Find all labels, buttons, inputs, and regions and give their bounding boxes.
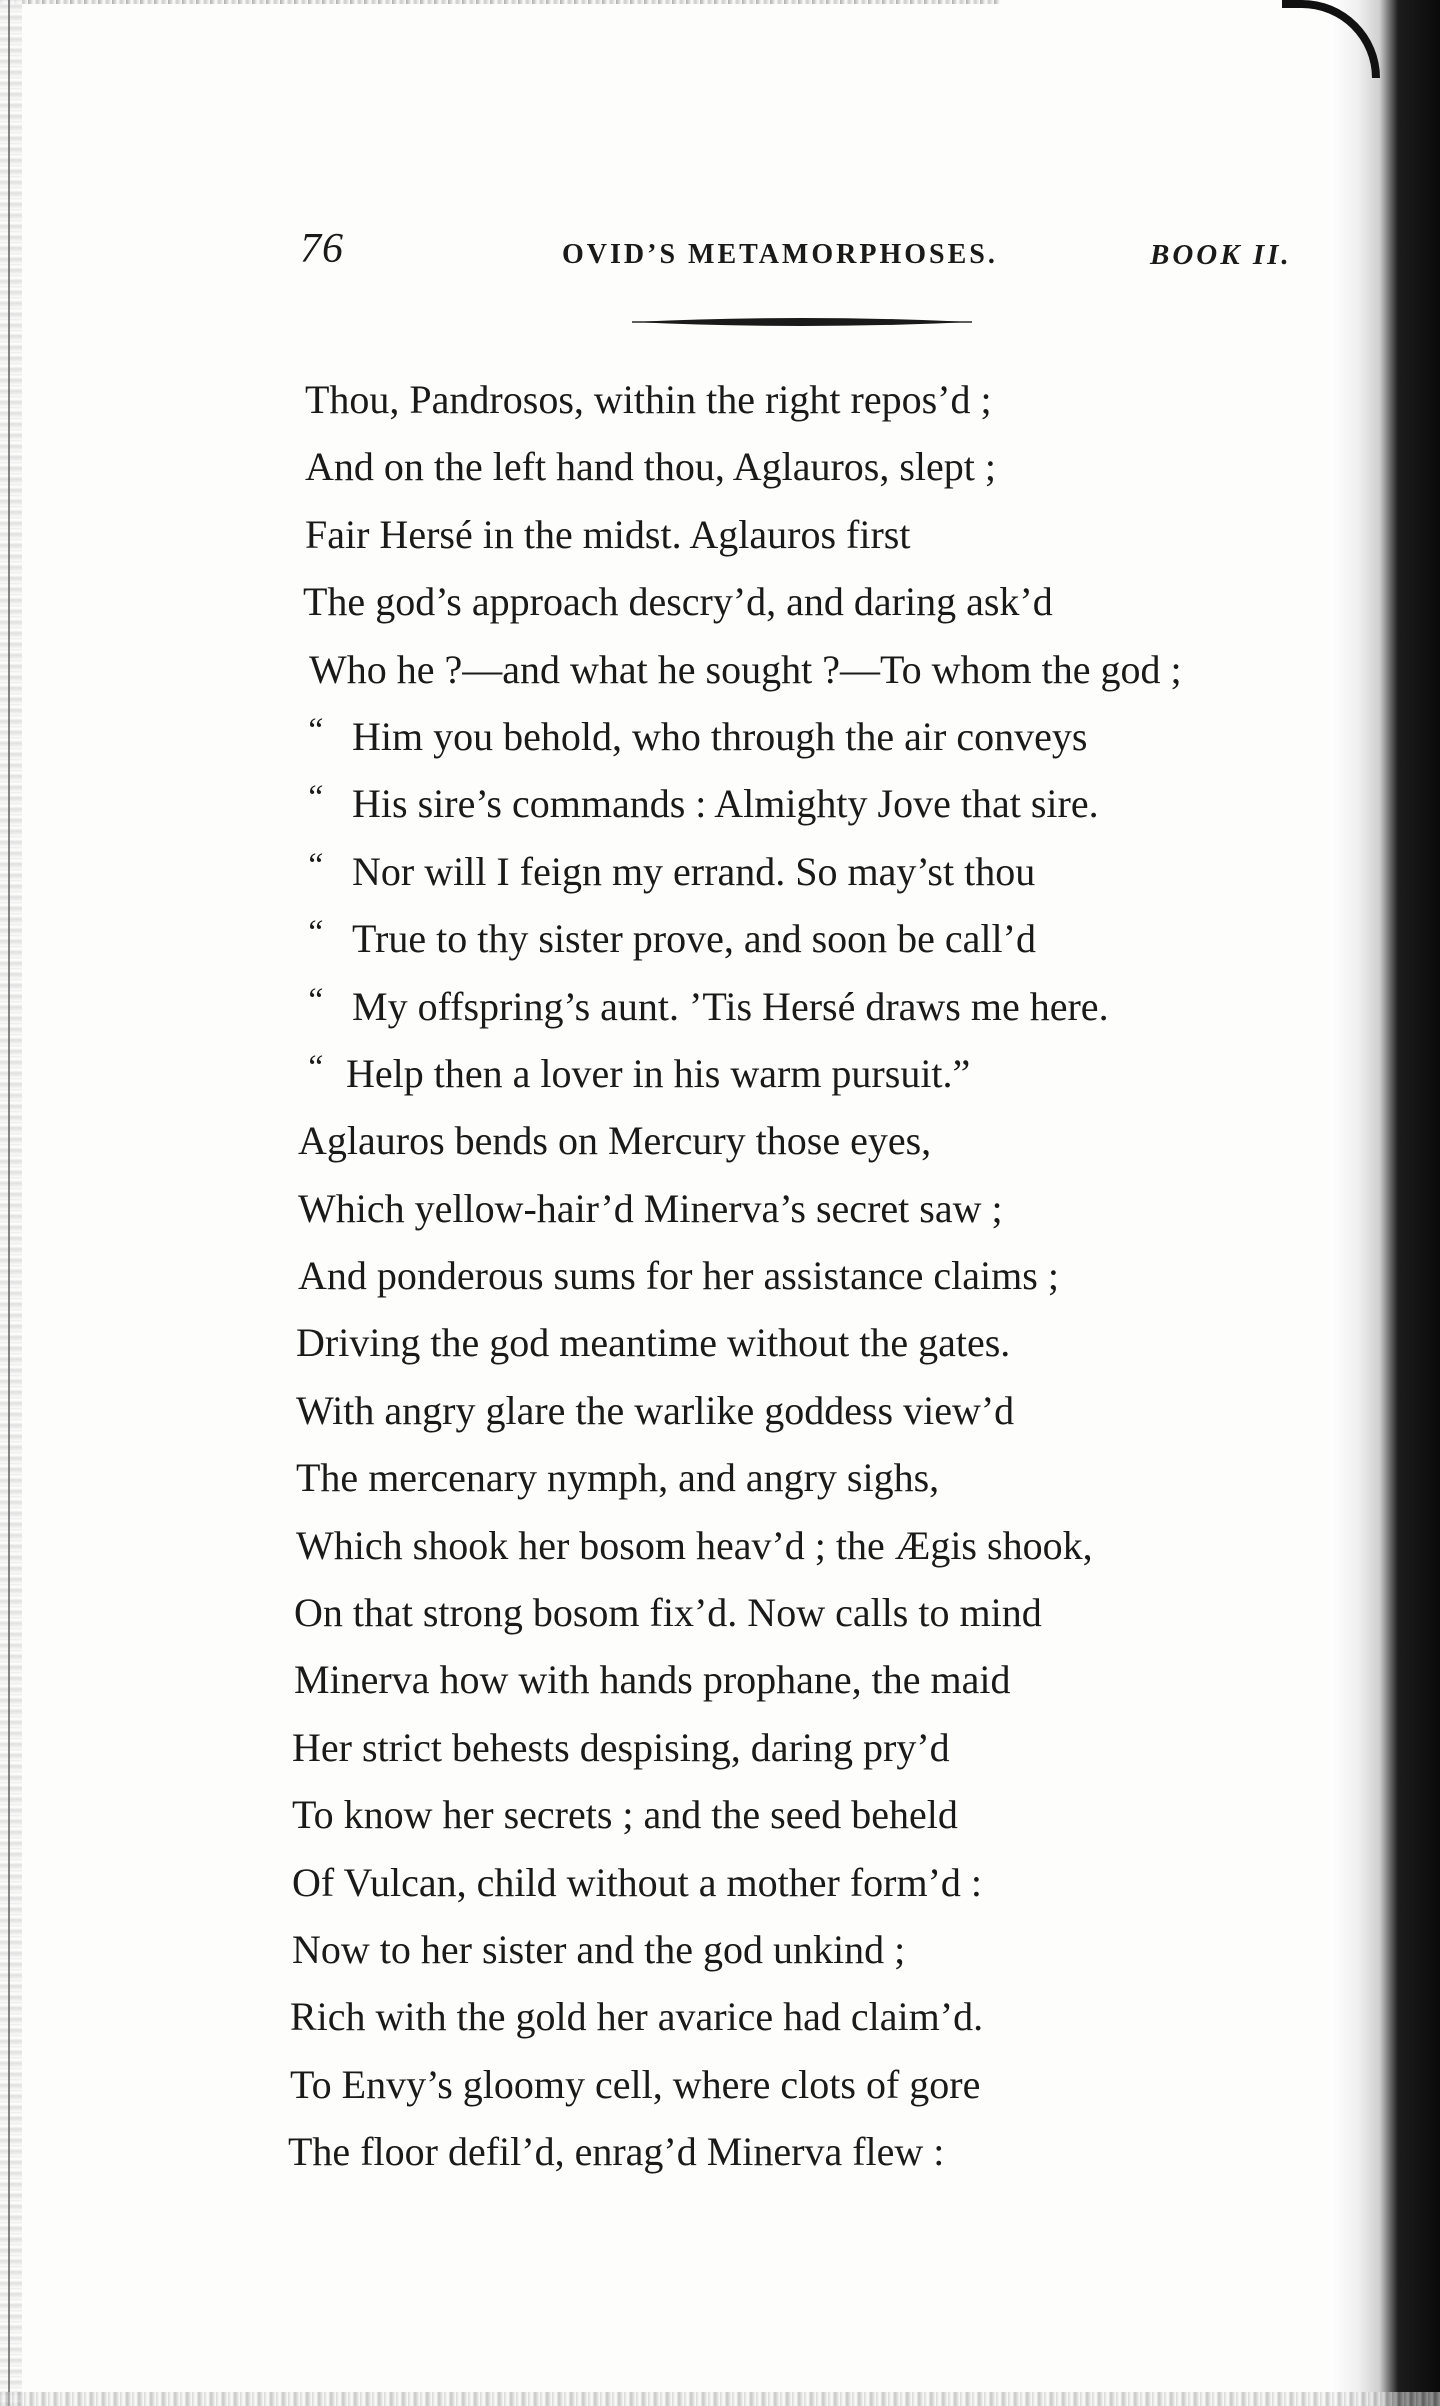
verse-line-text: Thou, Pandrosos, within the right repos’d ; <box>305 377 992 422</box>
verse-line-text: The god’s approach descry’d, and daring ask’d <box>303 579 1053 625</box>
page-bottom-edge <box>0 2392 1440 2406</box>
verse-line <box>0 1646 1300 1713</box>
verse-line <box>0 905 1300 972</box>
verse-line <box>0 2118 1300 2185</box>
verse-line <box>0 1107 1300 1174</box>
running-title: OVID’S METAMORPHOSES. <box>562 239 998 270</box>
verse-line <box>0 1512 1300 1579</box>
verse-line <box>0 1242 1300 1309</box>
verse-line <box>0 636 1300 703</box>
verse-line <box>0 1781 1300 1848</box>
verse-line-text: To know her secrets ; and the seed beheld <box>292 1792 958 1838</box>
header-ornament-rule <box>632 317 972 327</box>
verse-line-text: The mercenary nymph, and angry sighs, <box>296 1455 940 1501</box>
verse-line-text: My offspring’s aunt. ’Tis Hersé draws me here. <box>352 983 1109 1029</box>
verse-line-text: With angry glare the warlike goddess view’d <box>296 1387 1015 1433</box>
verse-line-text: Her strict behests despising, daring pry’d <box>292 1724 950 1770</box>
opening-quote-mark: “ <box>305 1048 324 1086</box>
verse-line-text: To Envy’s gloomy cell, where clots of gore <box>290 2061 981 2107</box>
book-label: BOOK II. <box>1150 239 1292 271</box>
opening-quote-mark: “ <box>305 846 324 884</box>
verse-line <box>0 1983 1300 2050</box>
verse-line-text: Which shook her bosom heav’d ; the Ægis shook, <box>296 1522 1093 1568</box>
verse-line <box>0 1579 1300 1646</box>
verse-line-text: Now to her sister and the god unkind ; <box>292 1926 906 1972</box>
verse-line <box>0 1040 1300 1107</box>
running-header <box>300 225 1310 285</box>
verse-line-text: True to thy sister prove, and soon be call’d <box>352 916 1036 962</box>
verse-block <box>0 366 1300 2186</box>
page-top-edge <box>0 0 1000 4</box>
verse-line-text: Rich with the gold her avarice had claim’d. <box>290 1994 984 2040</box>
opening-quote-mark: “ <box>305 981 324 1019</box>
verse-line <box>0 838 1300 905</box>
verse-line <box>0 568 1300 635</box>
page-number: 76 <box>300 226 344 272</box>
verse-line-text: Of Vulcan, child without a mother form’d : <box>292 1859 983 1905</box>
verse-line <box>0 1916 1300 1983</box>
verse-line-text: And ponderous sums for her assistance claims ; <box>298 1253 1059 1299</box>
verse-line <box>0 1377 1300 1444</box>
verse-line <box>0 1444 1300 1511</box>
verse-line-text: Minerva how with hands prophane, the maid <box>294 1657 1011 1703</box>
verse-line-text: Who he ?—and what he sought ?—To whom the god ; <box>309 646 1182 692</box>
verse-line <box>0 973 1300 1040</box>
verse-line <box>0 2051 1300 2118</box>
verse-line <box>0 433 1300 500</box>
verse-line-text: His sire’s commands : Almighty Jove that sire. <box>352 781 1099 827</box>
verse-line <box>0 501 1300 568</box>
verse-line-text: Help then a lover in his warm pursuit.” <box>346 1050 971 1096</box>
verse-line <box>0 1175 1300 1242</box>
verse-line-text: Which yellow-hair’d Minerva’s secret saw ; <box>298 1185 1003 1231</box>
verse-line-text: And on the left hand thou, Aglauros, slept ; <box>305 444 997 490</box>
verse-line <box>0 1309 1300 1376</box>
opening-quote-mark: “ <box>305 914 324 952</box>
book-binding-shadow <box>1330 0 1440 2406</box>
verse-line <box>0 1714 1300 1781</box>
verse-line <box>0 1849 1300 1916</box>
verse-line-text: The floor defil’d, enrag’d Minerva flew : <box>288 2129 945 2175</box>
opening-quote-mark: “ <box>305 711 324 749</box>
opening-quote-mark: “ <box>305 779 324 817</box>
verse-line <box>0 703 1300 770</box>
verse-line <box>0 770 1300 837</box>
verse-line-text: Nor will I feign my errand. So may’st thou <box>352 848 1036 894</box>
verse-line-text: Aglauros bends on Mercury those eyes, <box>298 1118 932 1164</box>
verse-line-text: Fair Hersé in the midst. Aglauros first <box>305 511 911 557</box>
verse-line-text: Driving the god meantime without the gates. <box>296 1320 1011 1366</box>
verse-line <box>0 366 1300 433</box>
verse-line-text: On that strong bosom fix’d. Now calls to mind <box>294 1590 1042 1636</box>
verse-line-text: Him you behold, who through the air conveys <box>352 713 1088 759</box>
